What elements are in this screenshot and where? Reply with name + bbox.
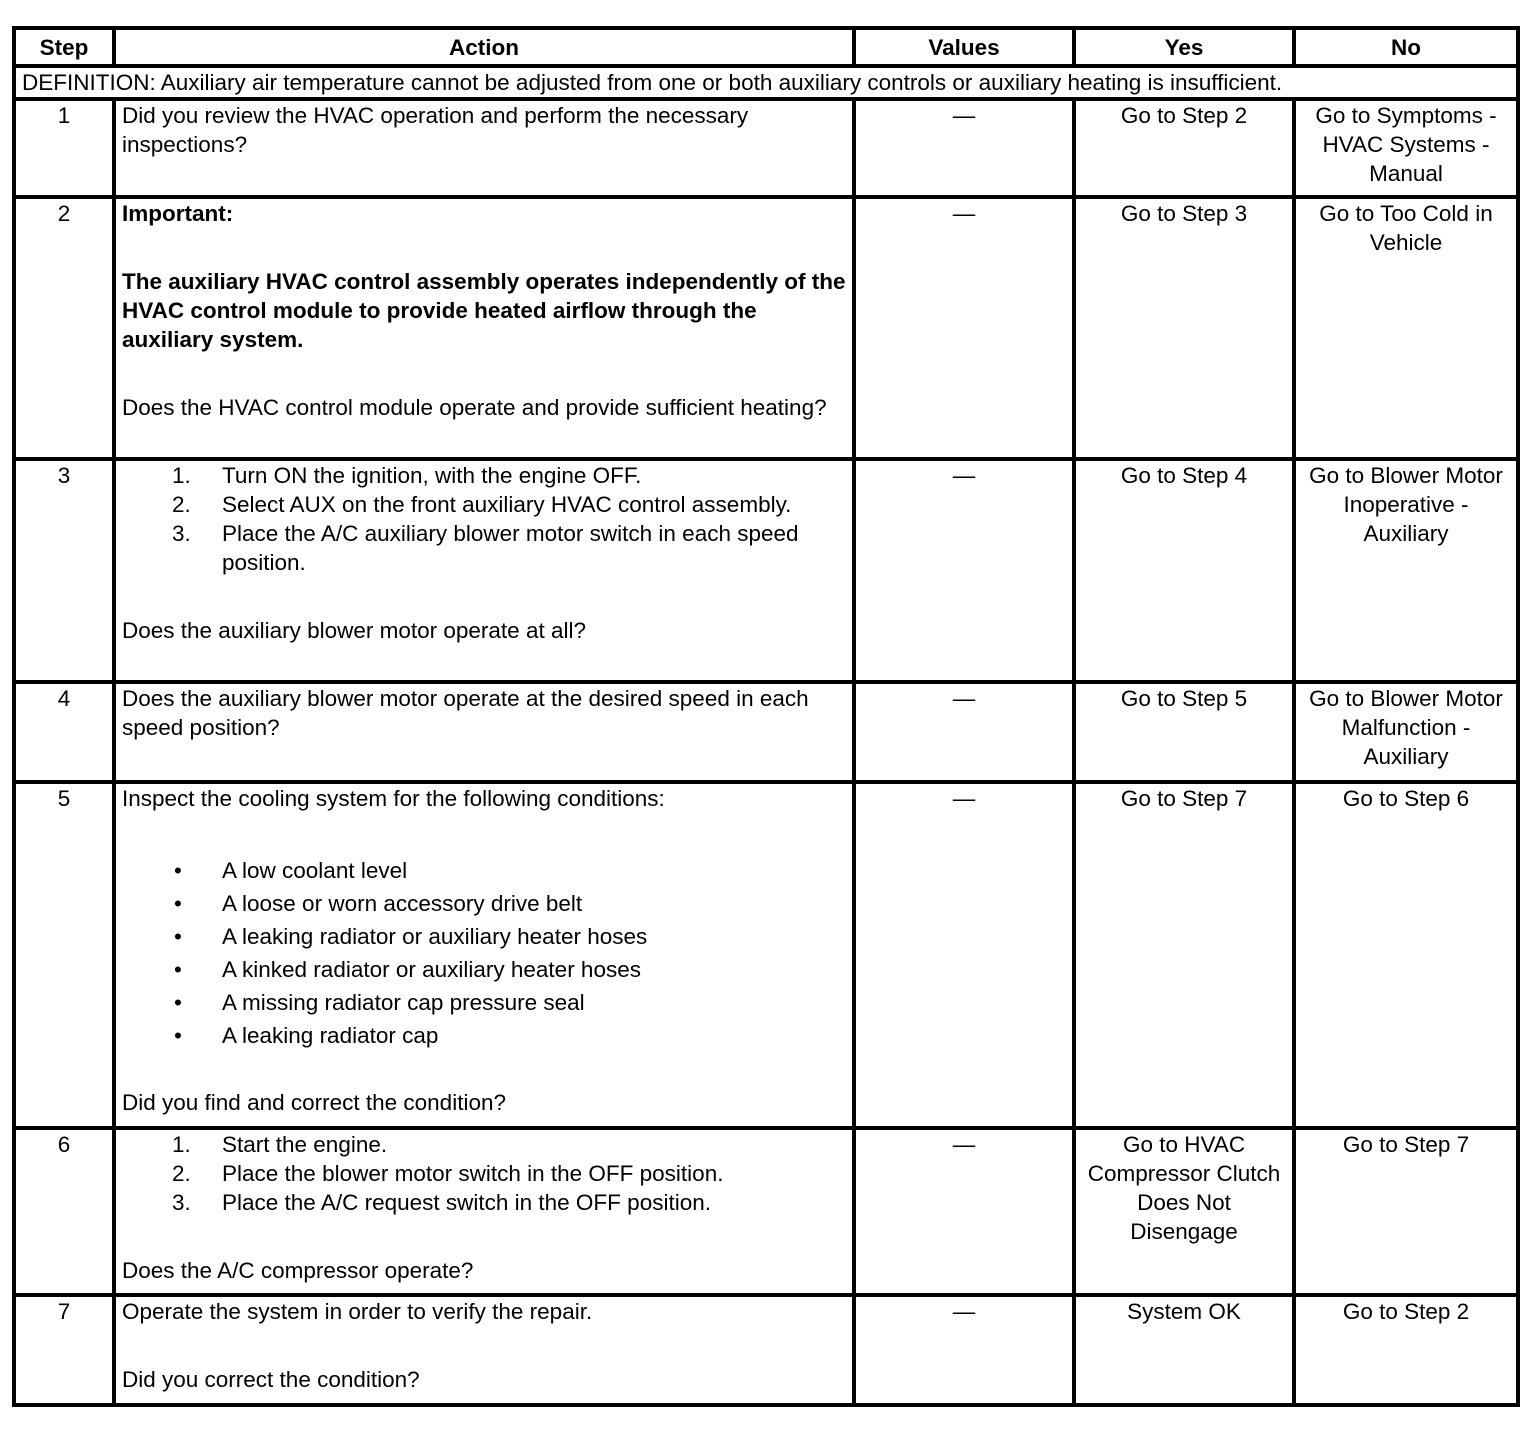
numbered-list	[122, 1130, 846, 1217]
list-item: 3. Place the A/C auxiliary blower motor switch in each speed position.	[172, 521, 799, 575]
values-cell: —	[854, 459, 1074, 682]
list-item: 1. Turn ON the ignition, with the engine OFF.	[172, 463, 642, 488]
header-row	[14, 28, 1518, 66]
list-item: • A low coolant level	[174, 858, 408, 883]
header-no: No	[1294, 28, 1518, 66]
values-cell: —	[854, 782, 1074, 1128]
no-cell: Go to Blower Motor Inoperative - Auxiliary	[1294, 459, 1518, 682]
diagnostic-table	[12, 26, 1520, 1407]
action-cell	[114, 1295, 854, 1405]
bullet-list	[122, 856, 846, 1050]
values-cell: —	[854, 197, 1074, 459]
header-step: Step	[14, 28, 114, 66]
step-number: 7	[14, 1295, 114, 1405]
list-item: • A leaking radiator cap	[174, 1023, 439, 1048]
important-label: Important:	[122, 201, 234, 226]
table-row	[14, 782, 1518, 1128]
table-row	[14, 99, 1518, 197]
no-cell: Go to Symptoms - HVAC Systems - Manual	[1294, 99, 1518, 197]
yes-cell: Go to Step 3	[1074, 197, 1294, 459]
list-item: • A kinked radiator or auxiliary heater hoses	[174, 957, 641, 982]
list-item: • A missing radiator cap pressure seal	[174, 990, 585, 1015]
header-yes: Yes	[1074, 28, 1294, 66]
header-values: Values	[854, 28, 1074, 66]
list-item: 3. Place the A/C request switch in the OFF position.	[172, 1190, 711, 1215]
no-cell: Go to Blower Motor Malfunction - Auxiliary	[1294, 682, 1518, 782]
header-action: Action	[114, 28, 854, 66]
table-row	[14, 197, 1518, 459]
table-row	[14, 1128, 1518, 1295]
yes-cell: Go to Step 2	[1074, 99, 1294, 197]
list-item: 1. Start the engine.	[172, 1132, 388, 1157]
list-item: 2. Place the blower motor switch in the OFF position.	[172, 1161, 724, 1186]
yes-cell: Go to Step 5	[1074, 682, 1294, 782]
yes-cell: Go to Step 7	[1074, 782, 1294, 1128]
no-cell: Go to Too Cold in Vehicle	[1294, 197, 1518, 459]
action-cell	[114, 99, 854, 197]
action-cell	[114, 1128, 854, 1295]
no-cell: Go to Step 7	[1294, 1128, 1518, 1295]
action-question: Does the auxiliary blower motor operate at all?	[122, 618, 586, 643]
action-question: Did you correct the condition?	[122, 1367, 420, 1392]
numbered-list	[122, 461, 846, 577]
table-row	[14, 1295, 1518, 1405]
definition-row	[14, 66, 1518, 99]
no-cell: Go to Step 2	[1294, 1295, 1518, 1405]
important-note: The auxiliary HVAC control assembly operates independently of the HVAC control module to provide heated airflow through the auxiliary system.	[122, 269, 846, 352]
list-item: 2. Select AUX on the front auxiliary HVAC control assembly.	[172, 492, 792, 517]
action-cell	[114, 782, 854, 1128]
step-number: 4	[14, 682, 114, 782]
action-question: Did you find and correct the condition?	[122, 1090, 506, 1115]
action-question: Did you review the HVAC operation and perform the necessary inspections?	[122, 103, 749, 157]
yes-cell: Go to HVAC Compressor Clutch Does Not Disengage	[1074, 1128, 1294, 1295]
action-cell	[114, 459, 854, 682]
action-intro: Inspect the cooling system for the following conditions:	[122, 786, 665, 811]
action-intro: Operate the system in order to verify the repair.	[122, 1299, 593, 1324]
values-cell: —	[854, 1295, 1074, 1405]
action-question: Does the HVAC control module operate and provide sufficient heating?	[122, 395, 827, 420]
step-number: 3	[14, 459, 114, 682]
table-row	[14, 682, 1518, 782]
step-number: 6	[14, 1128, 114, 1295]
no-cell: Go to Step 6	[1294, 782, 1518, 1128]
action-cell	[114, 682, 854, 782]
list-item: • A loose or worn accessory drive belt	[174, 891, 583, 916]
action-cell	[114, 197, 854, 459]
definition-text: DEFINITION: Auxiliary air temperature cannot be adjusted from one or both auxiliary controls or auxiliary heating is insufficient.	[14, 66, 1518, 99]
action-question: Does the A/C compressor operate?	[122, 1258, 474, 1283]
list-item: • A leaking radiator or auxiliary heater hoses	[174, 924, 648, 949]
step-number: 2	[14, 197, 114, 459]
values-cell: —	[854, 1128, 1074, 1295]
step-number: 5	[14, 782, 114, 1128]
yes-cell: Go to Step 4	[1074, 459, 1294, 682]
values-cell: —	[854, 682, 1074, 782]
action-question: Does the auxiliary blower motor operate at the desired speed in each speed position?	[122, 686, 809, 740]
step-number: 1	[14, 99, 114, 197]
table-row	[14, 459, 1518, 682]
yes-cell: System OK	[1074, 1295, 1294, 1405]
values-cell: —	[854, 99, 1074, 197]
